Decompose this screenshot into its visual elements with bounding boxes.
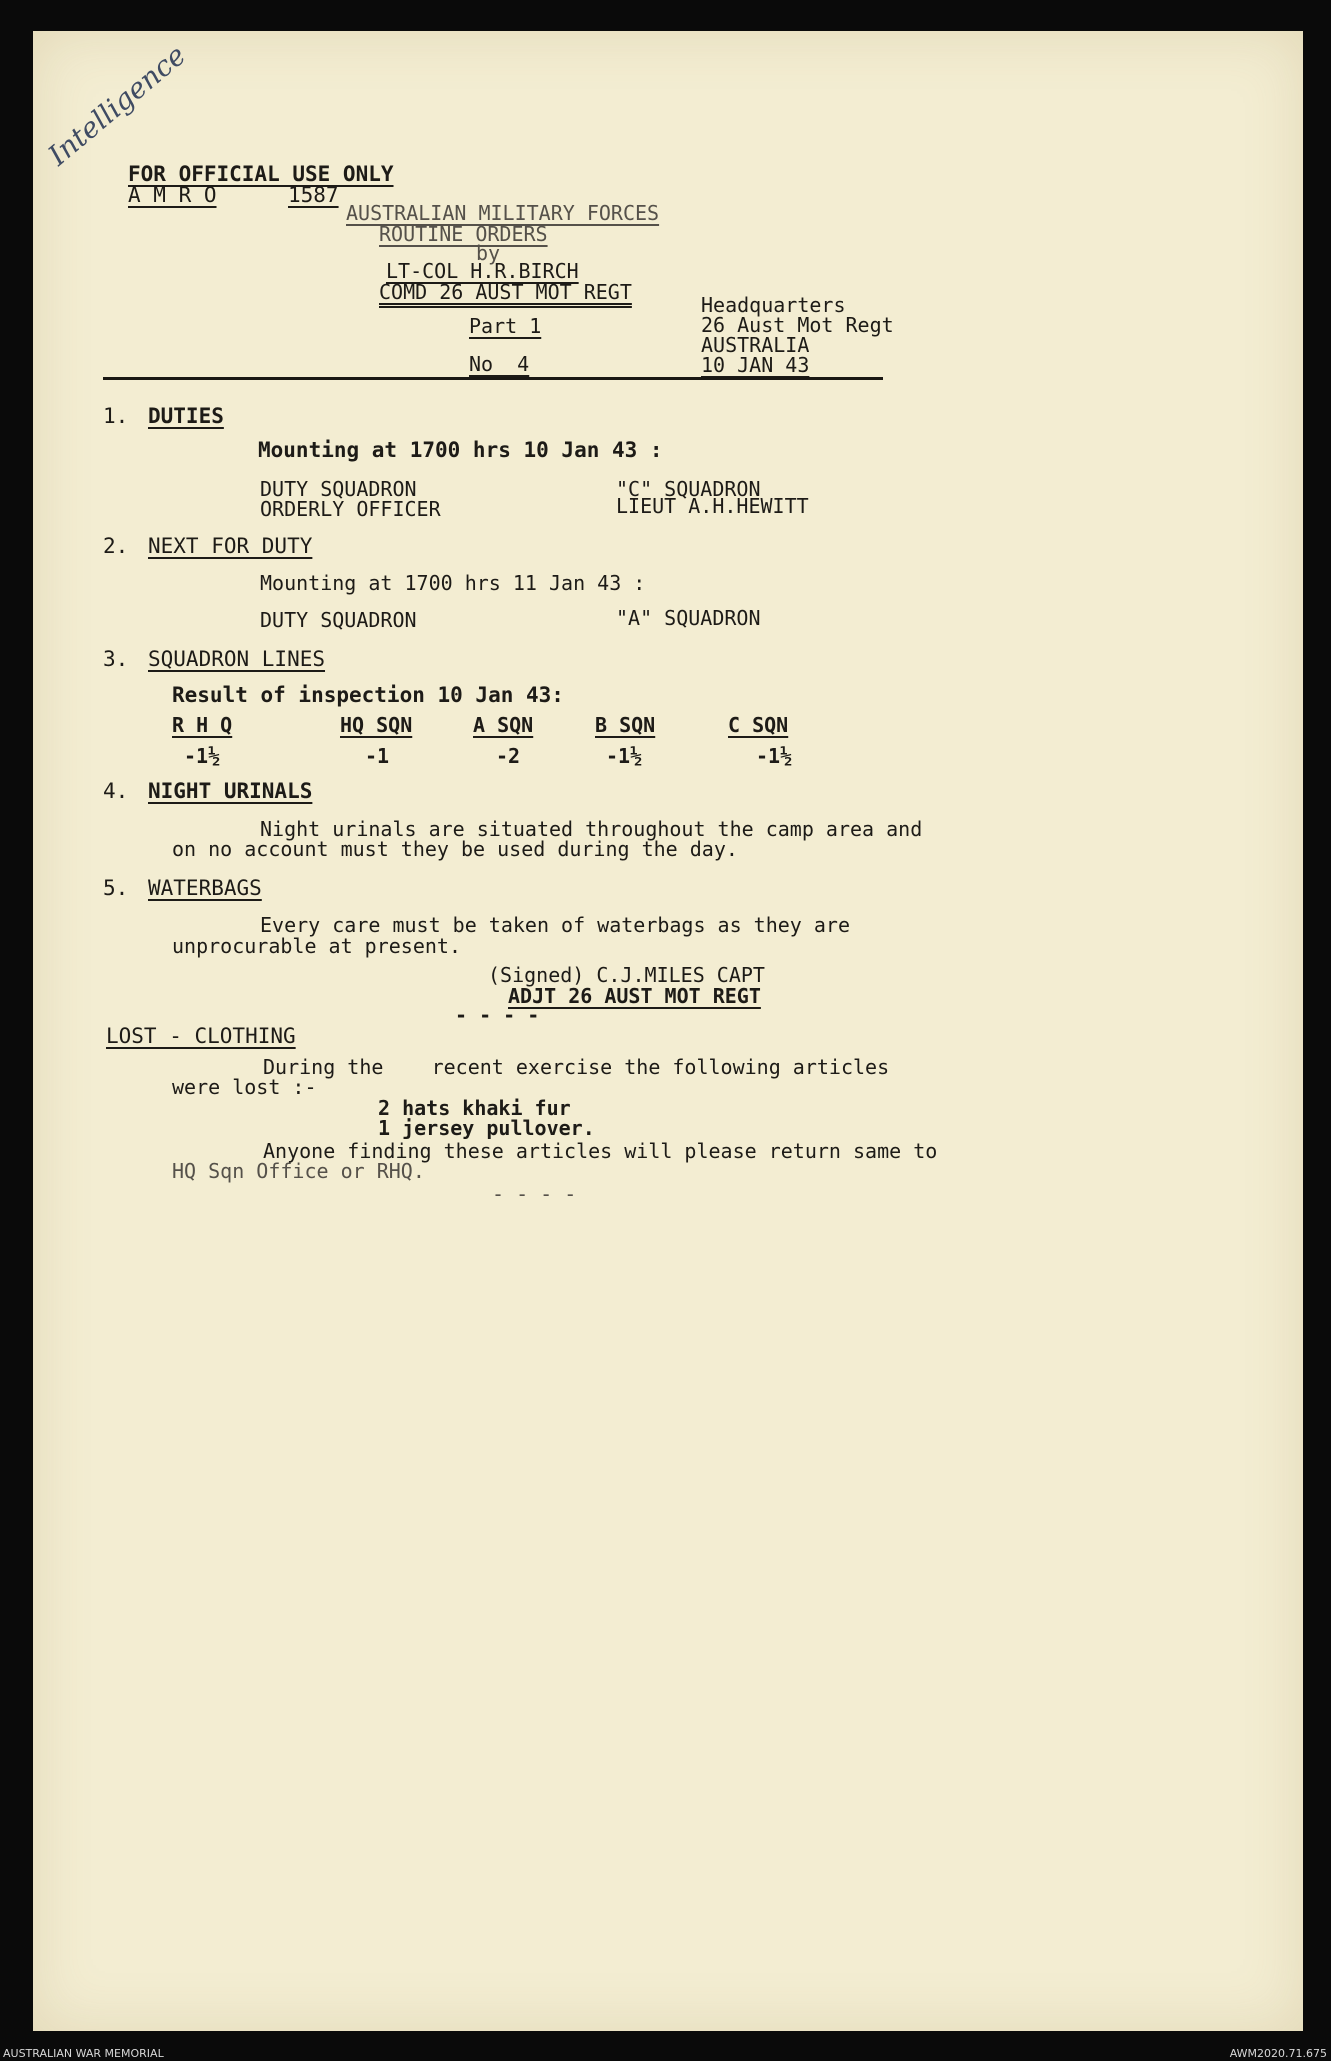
lost-line-4: HQ Sqn Office or RHQ.	[172, 1159, 425, 1183]
signature-line-1: (Signed) C.J.MILES CAPT	[488, 963, 765, 987]
duty-squadron-value: "C" SQUADRON	[616, 477, 761, 501]
section-5-number: 5.	[103, 876, 129, 900]
heading-line-1: AUSTRALIAN MILITARY FORCES	[346, 201, 660, 225]
section-5-title: WATERBAGS	[148, 876, 262, 900]
signature-line-2: ADJT 26 AUST MOT REGT	[508, 984, 761, 1008]
score-b-sqn: -1½	[606, 744, 643, 768]
next-duty-squadron-label: DUTY SQUADRON	[260, 608, 417, 632]
lost-line-1: During the recent exercise the following articles	[263, 1055, 890, 1079]
section-5-line-1: Every care must be taken of waterbags as they are	[260, 913, 851, 937]
score-rhq: -1½	[184, 744, 221, 768]
section-4-line-2: on no account must they be used during the day.	[172, 837, 738, 861]
section-1-mounting: Mounting at 1700 hrs 10 Jan 43 :	[258, 438, 663, 462]
orderly-officer-label: ORDERLY OFFICER	[260, 497, 441, 521]
section-4-title: NIGHT URINALS	[148, 779, 313, 803]
hq-line-2: 26 Aust Mot Regt	[701, 313, 894, 337]
section-4-number: 4.	[103, 779, 129, 803]
score-c-sqn: -1½	[756, 744, 793, 768]
column-b-sqn: B SQN	[595, 713, 656, 737]
section-1-title: DUTIES	[148, 404, 224, 428]
section-3-title: SQUADRON LINES	[148, 647, 326, 671]
next-duty-squadron-value: "A" SQUADRON	[616, 606, 761, 630]
header-divider	[103, 377, 883, 380]
section-5-line-2: unprocurable at present.	[172, 934, 461, 958]
section-2-number: 2.	[103, 534, 129, 558]
heading-line-5: COMD 26 AUST MOT REGT	[379, 280, 632, 304]
lost-line-2: were lost :-	[172, 1075, 317, 1099]
orderly-officer-value: LIEUT A.H.HEWITT	[616, 494, 809, 518]
classification-label: FOR OFFICIAL USE ONLY	[128, 162, 394, 186]
hq-line-3: AUSTRALIA	[701, 333, 810, 357]
section-1-number: 1.	[103, 404, 129, 428]
amro-number: 1587	[288, 183, 339, 207]
lost-line-3: Anyone finding these articles will please return same to	[263, 1139, 938, 1163]
lost-separator: - - - -	[492, 1182, 577, 1206]
column-a-sqn: A SQN	[473, 713, 534, 737]
handwritten-note: Intelligence	[41, 38, 193, 172]
hq-date: 10 JAN 43	[701, 353, 810, 377]
section-2-title: NEXT FOR DUTY	[148, 534, 313, 558]
inspection-result-label: Result of inspection 10 Jan 43:	[172, 683, 564, 707]
column-hq-sqn: HQ SQN	[340, 713, 413, 737]
score-a-sqn: -2	[496, 744, 521, 768]
heading-line-2: ROUTINE ORDERS	[379, 222, 548, 246]
heading-line-3: by	[476, 241, 501, 265]
column-c-sqn: C SQN	[728, 713, 789, 737]
lost-item-1: 2 hats khaki fur	[378, 1096, 571, 1120]
lost-title: LOST - CLOTHING	[106, 1024, 296, 1048]
amro-label: A M R O	[128, 183, 217, 207]
hq-line-1: Headquarters	[701, 293, 846, 317]
footer-institution: AUSTRALIAN WAR MEMORIAL	[3, 2047, 164, 2060]
heading-line-4: LT-COL H.R.BIRCH	[386, 259, 579, 283]
section-3-number: 3.	[103, 647, 129, 671]
lost-item-2: 1 jersey pullover.	[378, 1116, 595, 1140]
section-4-line-1: Night urinals are situated throughout the camp area and	[260, 817, 923, 841]
footer-accession-number: AWM2020.71.675	[1229, 2047, 1327, 2060]
section-2-mounting: Mounting at 1700 hrs 11 Jan 43 :	[260, 571, 646, 595]
order-number: No 4	[469, 352, 530, 376]
part-label: Part 1	[469, 314, 542, 338]
signature-separator: - - - -	[455, 1003, 540, 1027]
column-rhq: R H Q	[172, 713, 233, 737]
routine-orders-page	[33, 31, 1303, 2031]
duty-squadron-label: DUTY SQUADRON	[260, 477, 417, 501]
score-hq-sqn: -1	[365, 744, 390, 768]
